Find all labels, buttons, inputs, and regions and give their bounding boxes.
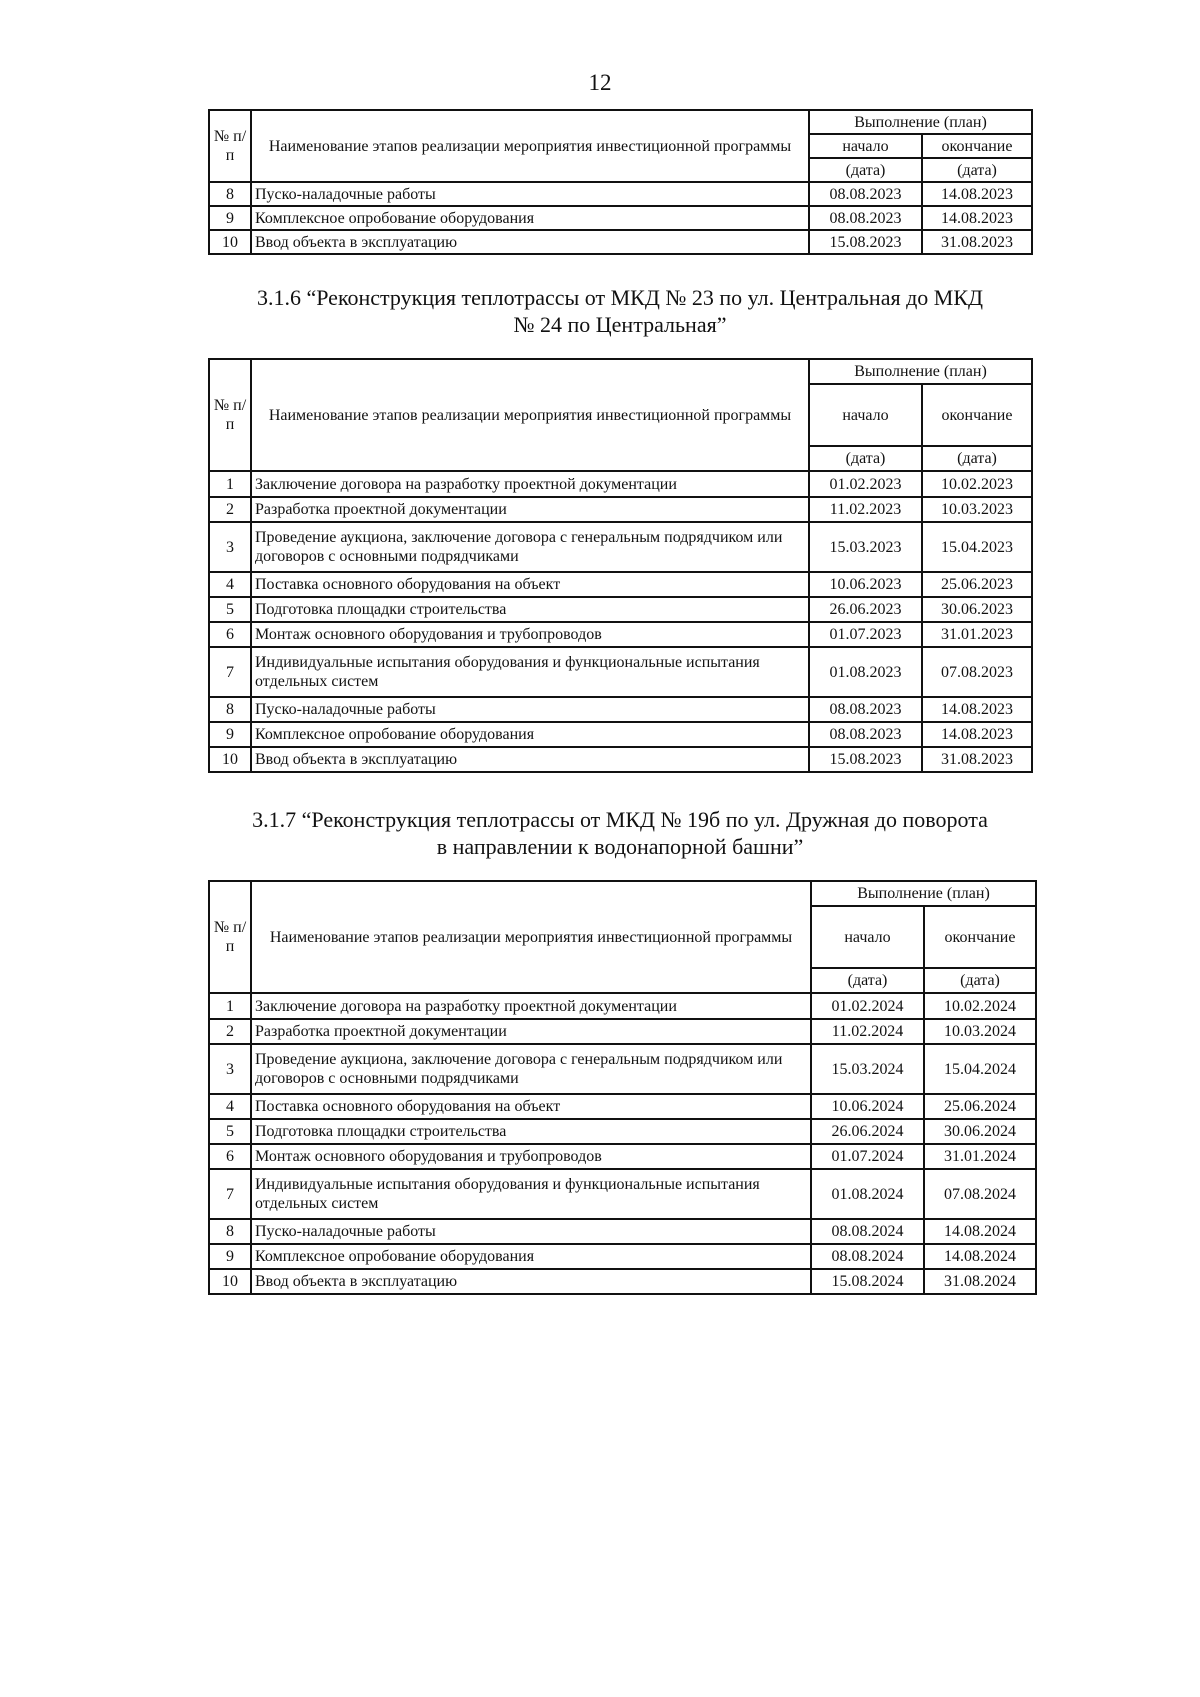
end-date: 30.06.2024 xyxy=(924,1119,1036,1144)
stage-name: Подготовка площадки строительства xyxy=(251,597,809,622)
end-date: 15.04.2023 xyxy=(922,522,1032,572)
stage-name: Комплексное опробование оборудования xyxy=(251,206,809,230)
start-date: 01.08.2024 xyxy=(811,1169,924,1219)
col-header-end-date: (дата) xyxy=(922,158,1032,182)
stages-table-3-1-7 xyxy=(208,880,1037,1295)
col-header-end: окончание xyxy=(924,906,1036,968)
start-date: 26.06.2024 xyxy=(811,1119,924,1144)
row-number: 3 xyxy=(209,1044,251,1094)
col-header-num: № п/п xyxy=(209,110,251,182)
row-number: 1 xyxy=(209,471,251,497)
table-row xyxy=(209,1144,1036,1169)
start-date: 08.08.2023 xyxy=(809,697,922,722)
table-row xyxy=(209,1019,1036,1044)
col-header-plan: Выполнение (план) xyxy=(809,359,1032,384)
stage-name: Индивидуальные испытания оборудования и функциональные испытания отдельных систем xyxy=(251,1169,811,1219)
col-header-name: Наименование этапов реализации мероприятия инвестиционной программы xyxy=(251,110,809,182)
end-date: 31.08.2024 xyxy=(924,1269,1036,1294)
table-row xyxy=(209,747,1032,772)
section-title-line: 3.1.7 “Реконструкция теплотрассы от МКД № 19б по ул. Дружная до поворота xyxy=(252,807,988,832)
stage-name: Проведение аукциона, заключение договора с генеральным подрядчиком или договоров с основными подрядчиками xyxy=(251,1044,811,1094)
stage-name: Разработка проектной документации xyxy=(251,497,809,522)
col-header-start: начало xyxy=(809,384,922,446)
start-date: 08.08.2024 xyxy=(811,1244,924,1269)
col-header-name: Наименование этапов реализации мероприятия инвестиционной программы xyxy=(251,881,811,993)
end-date: 15.04.2024 xyxy=(924,1044,1036,1094)
row-number: 9 xyxy=(209,1244,251,1269)
stage-name: Заключение договора на разработку проектной документации xyxy=(251,993,811,1019)
end-date: 07.08.2024 xyxy=(924,1169,1036,1219)
end-date: 14.08.2023 xyxy=(922,206,1032,230)
row-number: 8 xyxy=(209,697,251,722)
stage-name: Разработка проектной документации xyxy=(251,1019,811,1044)
row-number: 9 xyxy=(209,206,251,230)
stage-name: Поставка основного оборудования на объект xyxy=(251,572,809,597)
table-row xyxy=(209,522,1032,572)
end-date: 31.08.2023 xyxy=(922,747,1032,772)
start-date: 10.06.2023 xyxy=(809,572,922,597)
start-date: 08.08.2023 xyxy=(809,722,922,747)
table-row xyxy=(209,230,1032,254)
stages-table-continuation xyxy=(208,109,1033,255)
row-number: 8 xyxy=(209,1219,251,1244)
end-date: 25.06.2024 xyxy=(924,1094,1036,1119)
col-header-plan: Выполнение (план) xyxy=(811,881,1036,906)
stage-name: Подготовка площадки строительства xyxy=(251,1119,811,1144)
row-number: 10 xyxy=(209,230,251,254)
row-number: 4 xyxy=(209,1094,251,1119)
stage-name: Проведение аукциона, заключение договора с генеральным подрядчиком или договоров с основными подрядчиками xyxy=(251,522,809,572)
table-row xyxy=(209,1044,1036,1094)
row-number: 7 xyxy=(209,647,251,697)
row-number: 10 xyxy=(209,747,251,772)
start-date: 01.07.2023 xyxy=(809,622,922,647)
col-header-start: начало xyxy=(811,906,924,968)
stage-name: Пуско-наладочные работы xyxy=(251,182,809,206)
stage-name: Пуско-наладочные работы xyxy=(251,697,809,722)
row-number: 2 xyxy=(209,497,251,522)
section-title-line: в направлении к водонапорной башни” xyxy=(436,834,804,859)
table-row xyxy=(209,572,1032,597)
section-title-3-1-7 xyxy=(200,806,1040,860)
end-date: 10.03.2023 xyxy=(922,497,1032,522)
page-number: 12 xyxy=(588,70,612,95)
table-row xyxy=(209,182,1032,206)
col-header-start-date: (дата) xyxy=(809,158,922,182)
start-date: 01.08.2023 xyxy=(809,647,922,697)
table-row xyxy=(209,471,1032,497)
stage-name: Ввод объекта в эксплуатацию xyxy=(251,747,809,772)
row-number: 6 xyxy=(209,1144,251,1169)
section-title-line: 3.1.6 “Реконструкция теплотрассы от МКД № 23 по ул. Центральная до МКД xyxy=(256,285,984,310)
start-date: 08.08.2023 xyxy=(809,182,922,206)
col-header-end: окончание xyxy=(922,384,1032,446)
col-header-num: № п/п xyxy=(209,359,251,471)
start-date: 15.08.2023 xyxy=(809,747,922,772)
end-date: 31.01.2024 xyxy=(924,1144,1036,1169)
table-row xyxy=(209,1169,1036,1219)
col-header-plan: Выполнение (план) xyxy=(809,110,1032,134)
start-date: 26.06.2023 xyxy=(809,597,922,622)
row-number: 5 xyxy=(209,1119,251,1144)
stage-name: Поставка основного оборудования на объект xyxy=(251,1094,811,1119)
table-row xyxy=(209,622,1032,647)
section-title-line: № 24 по Центральная” xyxy=(513,312,727,337)
start-date: 08.08.2023 xyxy=(809,206,922,230)
stage-name: Заключение договора на разработку проектной документации xyxy=(251,471,809,497)
table-row xyxy=(209,1094,1036,1119)
table-row xyxy=(209,206,1032,230)
section-title-3-1-6 xyxy=(200,284,1040,338)
table-row xyxy=(209,1119,1036,1144)
col-header-end-date: (дата) xyxy=(922,446,1032,471)
stage-name: Пуско-наладочные работы xyxy=(251,1219,811,1244)
end-date: 10.03.2024 xyxy=(924,1019,1036,1044)
row-number: 1 xyxy=(209,993,251,1019)
stage-name: Комплексное опробование оборудования xyxy=(251,722,809,747)
row-number: 10 xyxy=(209,1269,251,1294)
row-number: 4 xyxy=(209,572,251,597)
end-date: 10.02.2024 xyxy=(924,993,1036,1019)
end-date: 07.08.2023 xyxy=(922,647,1032,697)
row-number: 7 xyxy=(209,1169,251,1219)
end-date: 14.08.2023 xyxy=(922,697,1032,722)
start-date: 11.02.2024 xyxy=(811,1019,924,1044)
stage-name: Ввод объекта в эксплуатацию xyxy=(251,1269,811,1294)
end-date: 30.06.2023 xyxy=(922,597,1032,622)
row-number: 5 xyxy=(209,597,251,622)
start-date: 15.03.2024 xyxy=(811,1044,924,1094)
col-header-end: окончание xyxy=(922,134,1032,158)
col-header-start-date: (дата) xyxy=(811,968,924,993)
table-row xyxy=(209,597,1032,622)
col-header-start-date: (дата) xyxy=(809,446,922,471)
row-number: 3 xyxy=(209,522,251,572)
row-number: 2 xyxy=(209,1019,251,1044)
end-date: 31.01.2023 xyxy=(922,622,1032,647)
end-date: 25.06.2023 xyxy=(922,572,1032,597)
end-date: 14.08.2023 xyxy=(922,722,1032,747)
start-date: 11.02.2023 xyxy=(809,497,922,522)
row-number: 6 xyxy=(209,622,251,647)
stage-name: Монтаж основного оборудования и трубопроводов xyxy=(251,1144,811,1169)
col-header-num: № п/п xyxy=(209,881,251,993)
start-date: 01.02.2023 xyxy=(809,471,922,497)
end-date: 14.08.2023 xyxy=(922,182,1032,206)
col-header-name: Наименование этапов реализации мероприятия инвестиционной программы xyxy=(251,359,809,471)
start-date: 15.08.2024 xyxy=(811,1269,924,1294)
stage-name: Монтаж основного оборудования и трубопроводов xyxy=(251,622,809,647)
row-number: 9 xyxy=(209,722,251,747)
table-row xyxy=(209,1244,1036,1269)
stage-name: Ввод объекта в эксплуатацию xyxy=(251,230,809,254)
end-date: 14.08.2024 xyxy=(924,1244,1036,1269)
end-date: 10.02.2023 xyxy=(922,471,1032,497)
stages-table-3-1-6 xyxy=(208,358,1033,773)
table-row xyxy=(209,1219,1036,1244)
table-row xyxy=(209,497,1032,522)
table-row xyxy=(209,697,1032,722)
start-date: 08.08.2024 xyxy=(811,1219,924,1244)
col-header-start: начало xyxy=(809,134,922,158)
start-date: 01.07.2024 xyxy=(811,1144,924,1169)
end-date: 31.08.2023 xyxy=(922,230,1032,254)
start-date: 10.06.2024 xyxy=(811,1094,924,1119)
col-header-end-date: (дата) xyxy=(924,968,1036,993)
table-row xyxy=(209,1269,1036,1294)
table-row xyxy=(209,993,1036,1019)
table-row xyxy=(209,722,1032,747)
stage-name: Комплексное опробование оборудования xyxy=(251,1244,811,1269)
start-date: 15.03.2023 xyxy=(809,522,922,572)
table-row xyxy=(209,647,1032,697)
end-date: 14.08.2024 xyxy=(924,1219,1036,1244)
start-date: 15.08.2023 xyxy=(809,230,922,254)
row-number: 8 xyxy=(209,182,251,206)
start-date: 01.02.2024 xyxy=(811,993,924,1019)
stage-name: Индивидуальные испытания оборудования и функциональные испытания отдельных систем xyxy=(251,647,809,697)
